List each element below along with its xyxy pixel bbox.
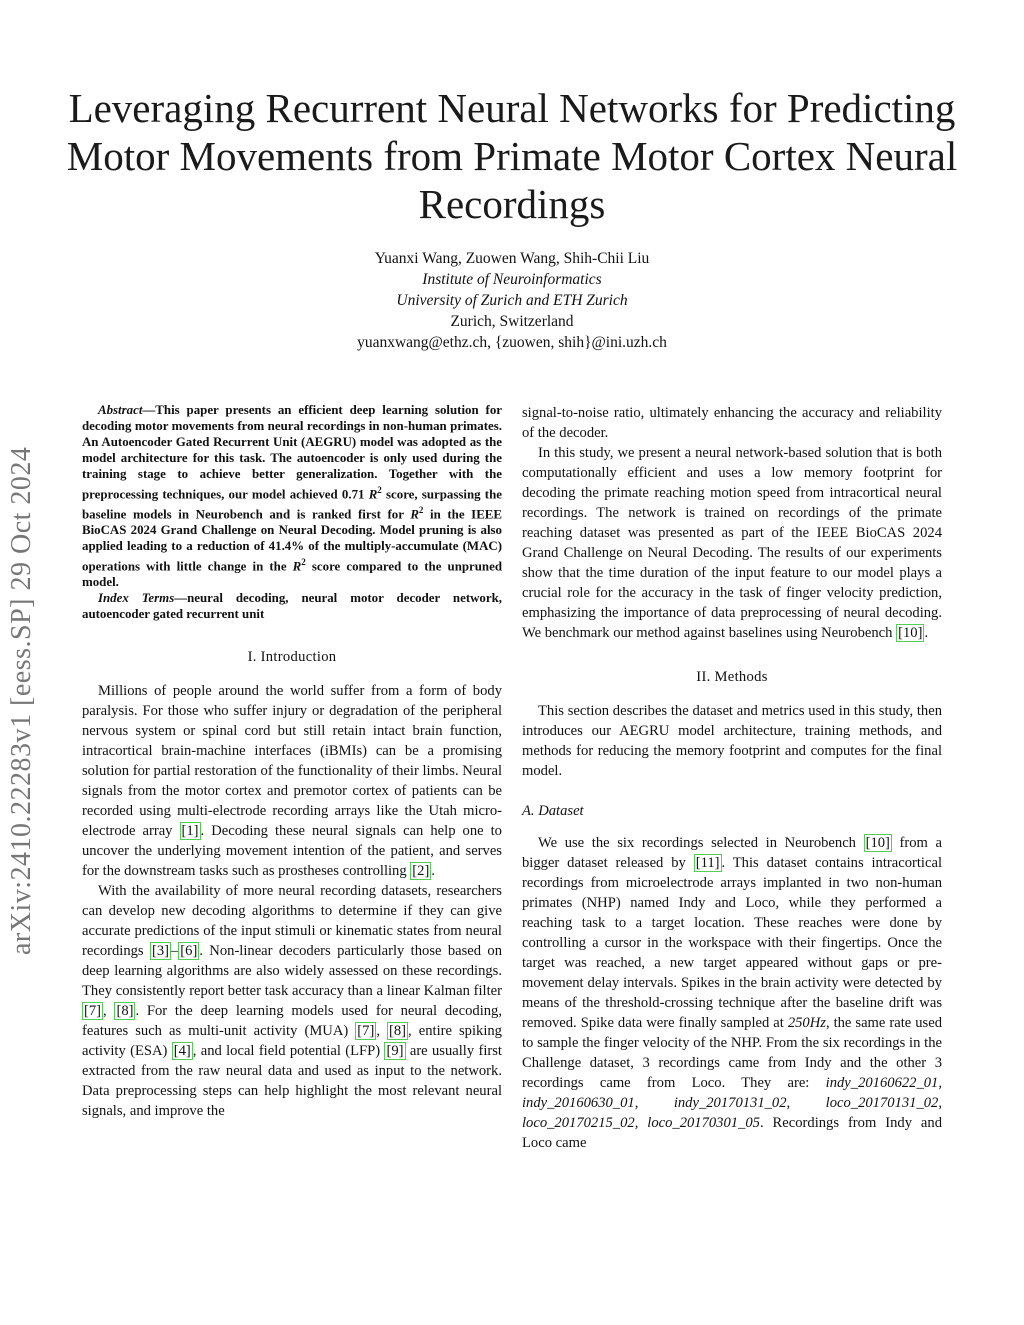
citation-link[interactable]: [3] bbox=[151, 942, 169, 959]
right-column bbox=[522, 403, 942, 1153]
citation-link[interactable]: [2] bbox=[412, 862, 430, 879]
citation-link[interactable]: [4] bbox=[173, 1042, 191, 1059]
index-terms-label: Index Terms bbox=[98, 590, 175, 605]
citation-link[interactable]: [8] bbox=[116, 1002, 134, 1019]
intro-paragraph-1: Millions of people around the world suffer from a form of body paralysis. For those who suffer injury or degradation of the peripheral nervous system or spinal cord but still retain intact brain function, intracortical brain-machine interfaces (iBMIs) can be a promising solution for partial restoration of the functionality of their limbs. Neural signals from the motor cortex and premotor cortex of patients can be recorded using multi-electrode recording arrays like the Utah micro-electrode array [1] . Decoding these neural signals can help one to uncover the underlying movement intention of the patient, and serves for the downstream tasks such as prostheses controlling [2] . bbox=[82, 682, 502, 879]
dataset-paragraph: We use the six recordings selected in Neurobench [10] from a bigger dataset released by [11] . This dataset contains intracortical recordings from microelectrode arrays implanted in two non-human primates (NHP) named Indy and Loco, while they performed a reaching task to a target location. These reaches were done by controlling a cursor in the workspace with their fingertips. Once the target was reached, a new target appeared without gaps or pre-movement delay intervals. Spikes in the brain activity were detected by means of the threshold-crossing technique after the baseline drift was removed. Spike data were finally sampled at 250Hz, the same rate used to sample the finger velocity of the NHP. From the six recordings in the Challenge dataset, 3 recordings came from Indy and the other 3 recordings came from Loco. They are: indy_20160622_01, indy_20160630_01, indy_20170131_02, loco_20170131_02, loco_20170215_02, loco_20170301_05. Recordings from Indy and Loco came bbox=[522, 835, 942, 1151]
citation-link[interactable]: [9] bbox=[386, 1042, 404, 1059]
subsection-heading-dataset: A. Dataset bbox=[522, 803, 584, 819]
methods-intro-paragraph: This section describes the dataset and metrics used in this study, then introduces our AEGRU model architecture, training methods, and methods for reducing the memory footprint and computes for the final model. bbox=[522, 703, 942, 779]
citation-link[interactable]: [1] bbox=[181, 822, 199, 839]
abstract: Abstract—This paper presents an efficient deep learning solution for decoding motor movements from neural recordings in non-human primates. An Autoencoder Gated Recurrent Unit (AEGRU) model was adopted as the model architecture for this task. The autoencoder is only used during the training stage to achieve better generalization. Together with the preprocessing techniques, our model achieved 0.71 $R^2$ score, surpassing the baseline models in Neurobench and is ranked first for $R^2$ in the IEEE BioCAS 2024 Grand Challenge on Neural Decoding. Model pruning is also applied leading to a reduction of 41.4% of the multiply-accumulate (MAC) operations with little change in the $R^2$ score compared to the unpruned model. bbox=[82, 403, 502, 589]
intro-paragraph-2-continued: signal-to-noise ratio, ultimately enhancing the accuracy and reliability of the decoder. bbox=[522, 405, 942, 441]
section-heading-introduction: I. Introduction bbox=[247, 648, 337, 665]
citation-link[interactable]: [11] bbox=[695, 855, 720, 871]
citation-link[interactable]: [8] bbox=[389, 1022, 407, 1039]
citation-link[interactable]: [6] bbox=[180, 942, 198, 959]
affiliation-university: University of Zurich and ETH Zurich bbox=[396, 292, 628, 309]
section-heading-methods: II. Methods bbox=[696, 669, 768, 685]
author-names: Yuanxi Wang, Zuowen Wang, Shih-Chii Liu bbox=[374, 250, 650, 267]
citation-link[interactable]: [7] bbox=[84, 1002, 102, 1019]
author-emails: yuanxwang@ethz.ch, {zuowen, shih}@ini.uzh.ch bbox=[357, 334, 667, 351]
affiliation-location: Zurich, Switzerland bbox=[450, 313, 574, 330]
paper-title: Leveraging Recurrent Neural Networks for Predicting Motor Movements from Primate Motor Cortex Neural Recordings bbox=[66, 85, 958, 227]
index-terms: Index Terms—neural decoding, neural motor decoder network, autoencoder gated recurrent unit bbox=[82, 590, 502, 621]
citation-link[interactable]: [7] bbox=[357, 1022, 375, 1039]
arxiv-stamp: arXiv:2410.22283v1 [eess.SP] 29 Oct 2024 bbox=[6, 446, 37, 955]
abstract-label: Abstract bbox=[98, 403, 143, 417]
citation-link[interactable]: [10] bbox=[865, 835, 890, 851]
citation-link[interactable]: [10] bbox=[898, 625, 923, 641]
sampling-rate: 250Hz bbox=[787, 1015, 826, 1031]
affiliation-institute: Institute of Neuroinformatics bbox=[422, 271, 602, 288]
recording-names: indy_20160622_01, indy_20160630_01, indy_20170131_02, loco_20170131_02, loco_20170215_02, loco_20170301_05 bbox=[522, 1075, 942, 1131]
intro-paragraph-2: With the availability of more neural recording datasets, researchers can develop new decoding algorithms to determine if they can give accurate predictions of the input stimuli or kinematic states from neural recordings [3] – [6] . Non-linear decoders particularly those based on deep learning algorithms are also widely assessed on these recordings. They consistently report better task accuracy than a linear Kalman filter [7] , [8] . For the deep learning models used for neural decoding, features such as multi-unit activity (MUA) [7] , [8] , entire spiking activity (ESA) [4] , and local field potential (LFP) [9] are usually first extracted from the raw neural data and used as input to the network. Data preprocessing steps can help highlight the most relevant neural signals, and improve the bbox=[82, 882, 502, 1119]
author-block bbox=[200, 248, 824, 353]
intro-paragraph-3: In this study, we present a neural network-based solution that is both computationally efficient and uses a low memory footprint for decoding the primate reaching motion speed from intracortical neural recordings. The network is trained on recordings of the primate reaching dataset was presented as part of the IEEE BioCAS 2024 Grand Challenge on Neural Decoding. The results of our experiments show that the time duration of the input feature to our model plays a crucial role for the accuracy in the task of finger velocity prediction, emphasizing the importance of data preprocessing of neural decoding. We benchmark our method against baselines using Neurobench [10] . bbox=[522, 445, 942, 641]
left-column bbox=[82, 403, 502, 1121]
